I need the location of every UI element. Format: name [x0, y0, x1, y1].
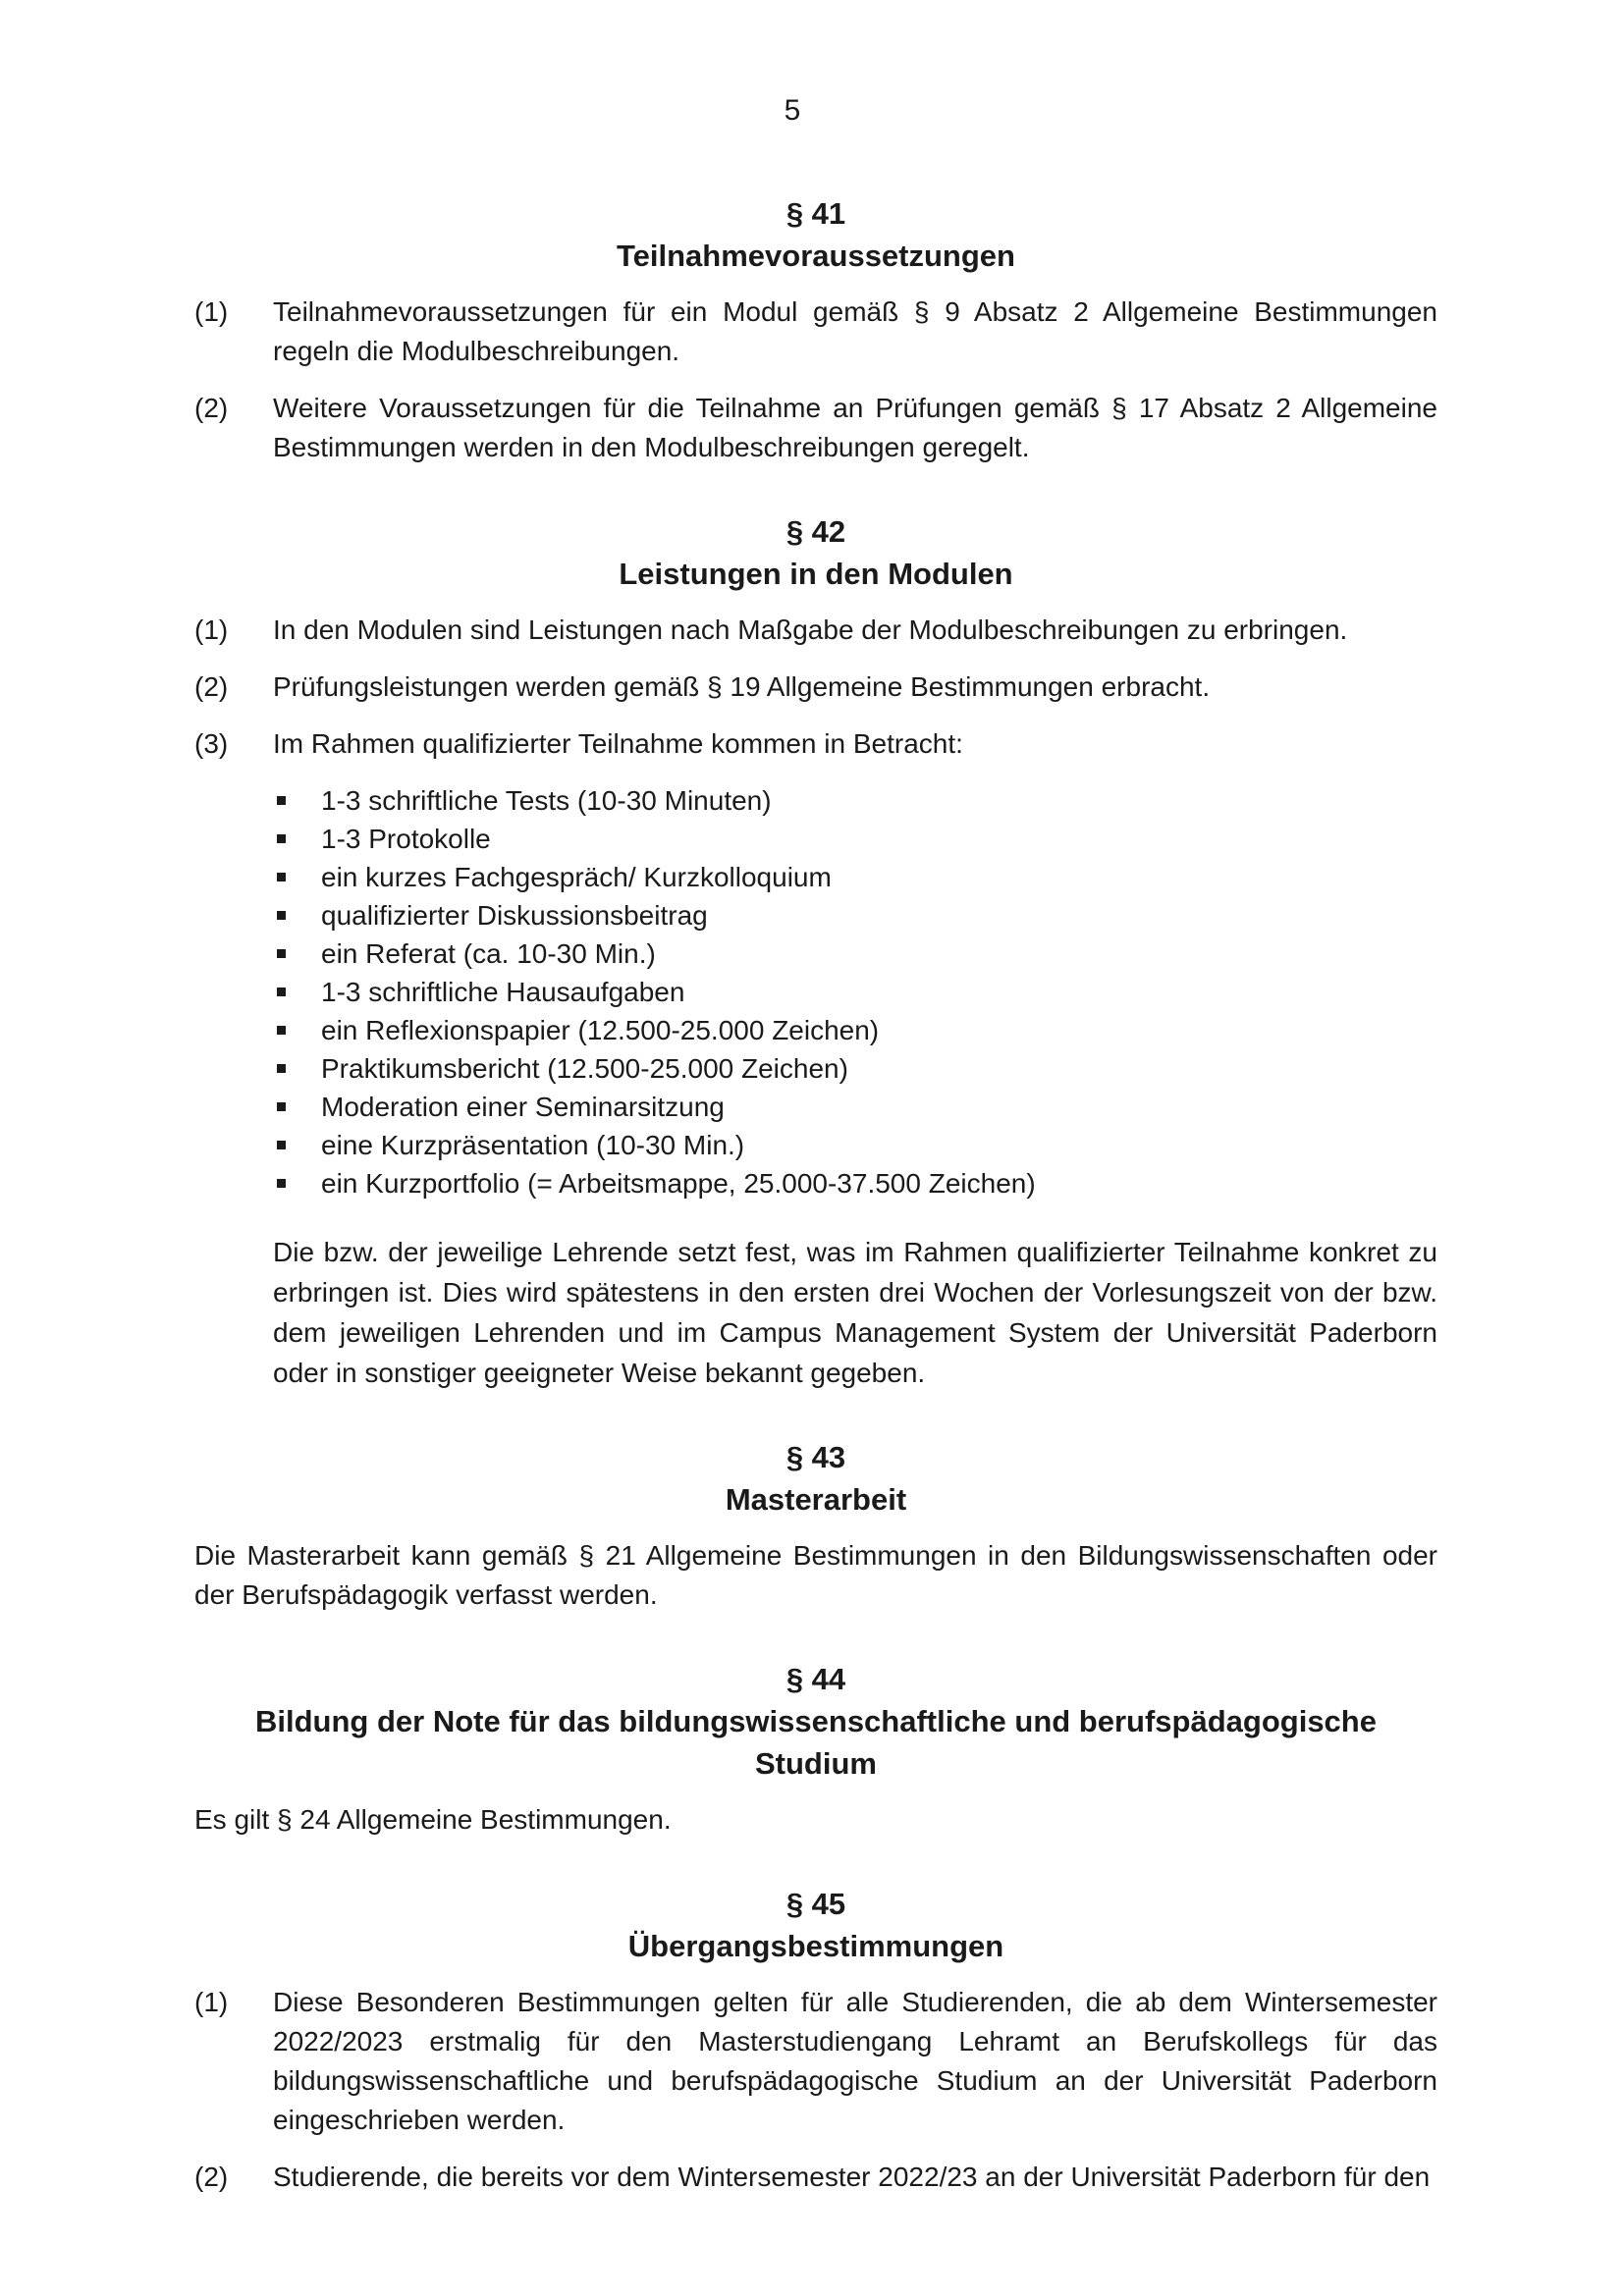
paragraph-text: Prüfungsleistungen werden gemäß § 19 Allgemeine Bestimmungen erbracht. — [273, 671, 1211, 702]
bullet-square-icon — [277, 1064, 286, 1073]
paragraph-text: Studierende, die bereits vor dem Wintersemester 2022/23 an der Universität Paderborn für den — [273, 2162, 1431, 2192]
paragraph-number: (1) — [194, 1987, 229, 2017]
paragraph-number: (2) — [194, 671, 229, 702]
bullet-square-icon — [277, 834, 286, 843]
section-title: Übergangsbestimmungen — [627, 1929, 1004, 1963]
bullet-square-icon — [277, 1141, 286, 1149]
section-title: Leistungen in den Modulen — [619, 557, 1013, 591]
paragraph-text: Im Rahmen qualifizierter Teilnahme kommen in Betracht: — [273, 728, 963, 759]
bullet-square-icon — [277, 1179, 286, 1188]
paragraph-number: (2) — [194, 2162, 229, 2192]
paragraph — [194, 611, 1437, 650]
paragraph — [194, 389, 1437, 467]
section-heading-45 — [194, 1883, 1437, 1967]
paragraph-number: (1) — [194, 296, 229, 327]
section-title: Bildung der Note für das bildungswissenschaftliche und berufspädagogische Studium — [255, 1704, 1377, 1781]
list-item: 1-3 Protokolle — [273, 820, 1437, 858]
section-heading-43 — [194, 1436, 1437, 1521]
bullet-square-icon — [277, 988, 286, 996]
paragraph — [194, 293, 1437, 371]
paragraph — [194, 2158, 1437, 2197]
paragraph-note: Die bzw. der jeweilige Lehrende setzt fest, was im Rahmen qualifizierter Teilnahme konkret zu erbringen ist. Dies wird spätestens in den ersten drei Wochen der Vorlesungszeit von der bzw. dem jeweiligen Lehrenden und im Campus Management System der Universität Paderborn oder in sonstiger geeigneter Weise bekannt gegeben. — [273, 1237, 1437, 1388]
list-item: Praktikumsbericht (12.500-25.000 Zeichen) — [273, 1049, 1437, 1088]
bullet-square-icon — [277, 873, 286, 881]
bullet-square-icon — [277, 1026, 286, 1035]
list-item: ein Kurzportfolio (= Arbeitsmappe, 25.000-37.500 Zeichen) — [273, 1164, 1437, 1202]
paragraph-text: In den Modulen sind Leistungen nach Maßgabe der Modulbeschreibungen zu erbringen. — [273, 614, 1348, 645]
paragraph-text: Es gilt § 24 Allgemeine Bestimmungen. — [194, 1804, 672, 1835]
paragraph-text: Weitere Voraussetzungen für die Teilnahme an Prüfungen gemäß § 17 Absatz 2 Allgemeine Bestimmungen werden in den Modulbeschreibungen geregelt. — [273, 393, 1437, 462]
section-title: Masterarbeit — [725, 1482, 907, 1517]
document-body — [194, 192, 1437, 2215]
paragraph-number: (3) — [194, 728, 229, 759]
list-item: ein kurzes Fachgespräch/ Kurzkolloquium — [273, 858, 1437, 896]
section-number: § 43 — [785, 1440, 846, 1474]
bullet-square-icon — [277, 1102, 286, 1111]
section-heading-42 — [194, 510, 1437, 595]
section-title: Teilnahmevoraussetzungen — [617, 239, 1015, 273]
list-item: qualifizierter Diskussionsbeitrag — [273, 896, 1437, 934]
bullet-square-icon — [277, 949, 286, 958]
list-item: 1-3 schriftliche Hausaufgaben — [273, 973, 1437, 1011]
paragraph-text: Die Masterarbeit kann gemäß § 21 Allgemeine Bestimmungen in den Bildungswissenschaften oder der Berufspädagogik verfasst werden. — [194, 1540, 1437, 1610]
paragraph-text: Teilnahmevoraussetzungen für ein Modul gemäß § 9 Absatz 2 Allgemeine Bestimmungen regeln die Modulbeschreibungen. — [273, 296, 1437, 366]
paragraph — [194, 667, 1437, 707]
paragraph-number: (1) — [194, 614, 229, 645]
page-number: 5 — [784, 94, 801, 127]
section-heading-41 — [194, 192, 1437, 277]
list-item: Moderation einer Seminarsitzung — [273, 1088, 1437, 1126]
list-item: 1-3 schriftliche Tests (10-30 Minuten) — [273, 781, 1437, 820]
section-number: § 44 — [785, 1662, 846, 1696]
section-number: § 45 — [785, 1887, 846, 1921]
paragraph-text: Diese Besonderen Bestimmungen gelten für alle Studierenden, die ab dem Wintersemester 2022/2023 erstmalig für den Masterstudiengang Lehramt an Berufskollegs für das bildungswissenschaftliche und berufspädagogische Studium an der Universität Paderborn eingeschrieben werden. — [273, 1987, 1437, 2135]
list-item: ein Reflexionspapier (12.500-25.000 Zeichen) — [273, 1011, 1437, 1049]
section-number: § 41 — [785, 196, 846, 231]
paragraph — [194, 1983, 1437, 2140]
paragraph-number: (2) — [194, 393, 229, 423]
list-item: ein Referat (ca. 10-30 Min.) — [273, 934, 1437, 973]
section-heading-44 — [194, 1658, 1437, 1785]
bullet-square-icon — [277, 796, 286, 805]
section-number: § 42 — [785, 514, 846, 549]
list-item: eine Kurzpräsentation (10-30 Min.) — [273, 1126, 1437, 1164]
paragraph — [194, 724, 1437, 764]
bullet-square-icon — [277, 911, 286, 920]
bullet-list — [273, 781, 1437, 1202]
